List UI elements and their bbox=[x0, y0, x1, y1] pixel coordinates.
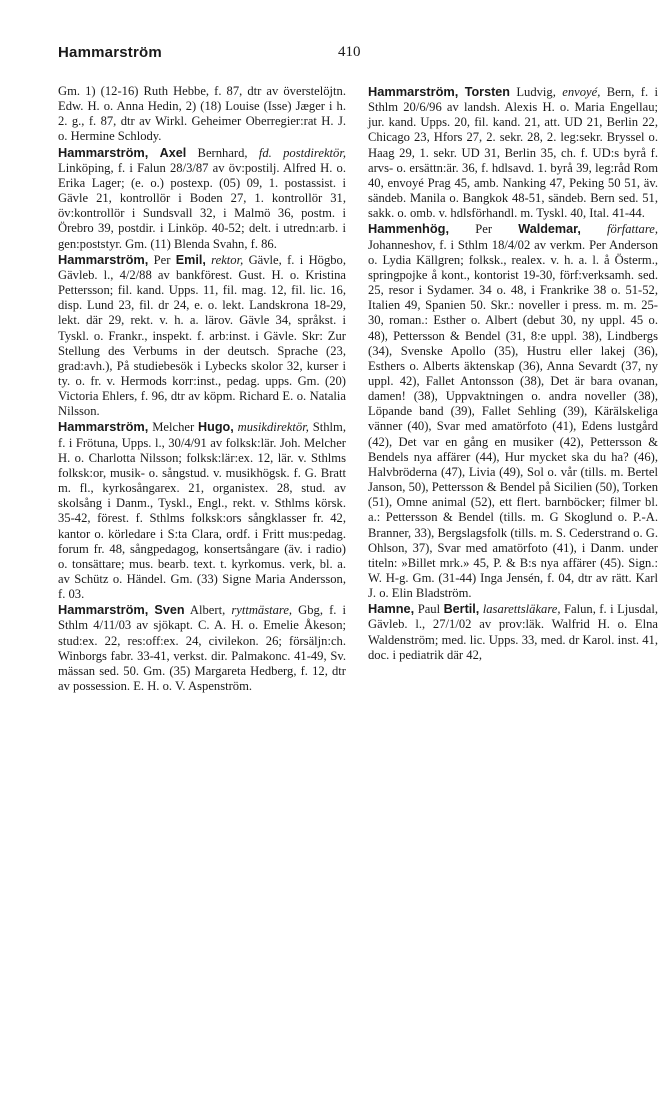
right-column bbox=[368, 84, 658, 663]
entry-given-name: Torsten bbox=[464, 85, 510, 99]
entry-bertil-hamne bbox=[368, 601, 658, 663]
entry-surname: Hammarström, bbox=[58, 602, 149, 618]
entry-given-name: Sven bbox=[154, 603, 185, 618]
entry-given-rest: Ludvig, bbox=[509, 85, 563, 99]
entry-given-name: Axel bbox=[159, 145, 187, 160]
entry-continuation bbox=[58, 84, 346, 145]
entry-waldemar-hammenhog bbox=[368, 221, 658, 601]
entry-body: Gm. 1) (12-16) Ruth Hebbe, f. 87, dtr av överstelöjtn. Edw. H. o. Anna Hedin, 2) (18) Louise (Isse) Jæger i h. 2. g., f. 87, dtr av Wirkl. Geheimer Oberregier:rat H. J. o. Hermine Schlody. bbox=[58, 84, 346, 144]
entry-given-name: Emil, bbox=[175, 252, 206, 267]
entry-occupation: ryttmästare, bbox=[231, 603, 293, 618]
entry-occupation: rektor, bbox=[205, 252, 244, 267]
page-header bbox=[58, 44, 618, 66]
entry-occupation: lasarettsläkare, bbox=[479, 602, 561, 617]
entry-body: Linköping, f. i Falun 28/3/87 av öv:postilj. Alfred H. o. Erika Lager; (e. o.) postexp. (05) 09, 1. postassist. i Gävle 21, kontrollör i Boden 27, 1. kontrollör 31, öv:kontrollör i Sundsvall 32, i Malmö 36, postm. i Örebro 39, postdir. i Linköp. 40-52; delt. i utredn:arb. i gen:poststyr. Gm. (11) Blenda Svahn, f. 86. bbox=[58, 160, 346, 251]
entry-occupation: fd. postdirektör, bbox=[258, 145, 346, 160]
entry-occupation: musikdirektör, bbox=[233, 420, 309, 435]
entry-body: Johanneshov, f. i Sthlm 18/4/02 av verkm. Per Anderson o. Lydia Källgren; folksk., realex. v. h. a. l. å Österm., springpojke å kont., kontorist 19-30, förf:verksamh. sed. 25, resor i Sydamer. 34 o. 48, i Frankrike 38 o. 51-52, Italien 49, Spanien 50. Skr.: noveller i press. m. m. 25-30, roman.: Esther o. Albert (debut 30, ny uppl. 45 o. 48), Pettersson & Bendel (31, 8:e uppl. 38), Lindbergs (34), Svenske Apollo (35), Hustru eller lakej (36), Esthers o. Alberts äktenskap (36), Anna Sevardt (37, ny uppl. 42), Fallet Antonsson (38), Det är bara ovanan, damen! (38), Uppvaktningen o. andra noveller (38), Löpande band (39), Fallet Sehling (39), Kärälskeliga vänner (40), Svar med amatörfoto (41), Edens lustgård (42), Det var en gång en musiker (42), Pettersson & Bendels nya affärer (44), Hur mycket ska du ha? (46), Halvbröderna (47), Livia (49), Sol o. vår (tills. m. Bertel Janson, 50), Pettersson & Bendel på Sicilien (50), Torken (51), Omne animal (52), ett flert. barnböcker; filmer bl. a.: Pettersson & Bendel (tills. m. G Skoglund o. P.-A. Branner, 33), Bergslagsfolk (tills. m. S. Cederstrand o. G. Ohlson, 37), Svar med amatörfoto (41), i Danm. under titeln: »Billet mrk.» 45, P. & B:s nya affärer (45). Sign.: W. H-g. Gm. (31-44) Inga Jensén, f. 04, dtr av rätt. Karl J. o. Elin Bladström. bbox=[368, 237, 658, 601]
entry-surname: Hammarström, bbox=[58, 419, 149, 435]
entry-given-rest: Albert, bbox=[184, 603, 232, 618]
entry-sven-hammarstrom bbox=[58, 602, 346, 694]
entry-given-pre: Per bbox=[449, 222, 519, 237]
page-number: 410 bbox=[338, 44, 361, 60]
entry-surname: Hammarström, bbox=[58, 144, 149, 160]
entry-axel-hammarstrom bbox=[58, 145, 346, 252]
entry-body: Gbg, f. i Sthlm 4/11/03 av sjökapt. C. A. H. o. Emelie Åkeson; stud:ex. 22, res:off:ex. 24, civilekon. 26; försäljn:ch. Winborgs fabr. 33-41, verkst. dir. Palmakonc. 41-49, Sv. mässan sed. 50. Gm. (35) Margareta Hedberg, f. 12, dtr av possession. E. H. o. V. Aspenström. bbox=[58, 603, 346, 694]
entry-surname: Hamne, bbox=[368, 601, 415, 617]
entry-hugo-hammarstrom bbox=[58, 419, 346, 602]
entry-occupation: författare, bbox=[580, 222, 659, 237]
running-head: Hammarström bbox=[58, 44, 162, 61]
entry-emil-hammarstrom bbox=[58, 252, 346, 420]
entry-given-name: Hugo, bbox=[198, 420, 234, 435]
entry-occupation: envoyé, bbox=[562, 85, 601, 99]
entry-body: Sthlm, f. i Frötuna, Upps. l., 30/4/91 av folksk:lär. Joh. Melcher H. o. Charlotta Nilsson; folksk:lär:ex. 12, lär. v. Sthlms folksk:or, musik- o. sångstud. v. musikhögsk. f. G. Bratt m. fl., kyrkosångarex. 21, organistex. 28, stud. av skolsång i Danm., Tyskl., Engl., rekt. v. Sthlms körsk. 35-42, förest. f. Sthlms folksk:ors sångklasser fr. 42, kantor o. körledare i S:ta Clara, ordf. i Fritt mus:pedag. forum fr. 48, sångpedagog, konsertsångare (äv. i radio) o. tonsättare; mus. bearb. text. t. kyrkomus. verk, bl. a. av Schütz o. Händel. Gm. (33) Signe Maria Andersson, f. 03. bbox=[58, 420, 346, 602]
entry-given-name: Waldemar, bbox=[518, 222, 581, 237]
entry-body: Gävle, f. i Högbo, Gävleb. l., 4/2/88 av bankförest. Gust. H. o. Kristina Pettersson; fil. kand. Upps. 11, fil. mag. 12, fil. lic. 16, disp. Lund 23, fil. dr 24, e. o. lekt. Landskrona 18-29, lekt. där 29, rekt. v. h. a. lärov. Gävle 34, språkst. i Tyskl. o. Frankr., inspekt. f. arb:inst. i Gävle. Skr: Zur Stellung des Verbums in der deutsch. Sprache (23, grad:avh.), På studiebesök i Lybecks skolor 32, kurser i ty. o. fr. v. Hermods korr:inst., pedag. upps. Gm. (20) Victoria Ehlers, f. 96, dtr av köpm. Richard E. o. Natalia Nilsson. bbox=[58, 252, 346, 419]
entry-surname: Hammenhög, bbox=[368, 221, 450, 237]
entry-given-pre: Paul bbox=[414, 602, 444, 617]
entry-given-name: Bertil, bbox=[443, 602, 480, 617]
entry-given-pre: Per bbox=[148, 252, 176, 267]
entry-given-rest: Bernhard, bbox=[186, 145, 259, 160]
entry-body: Falun, f. i Ljusdal, Gävleb. l., 27/1/02 av prov:läk. Walfrid H. o. Elna Waldenström; med. lic. Upps. 33, med. dr Karol. inst. 41, doc. i pediatrik där 42, bbox=[368, 602, 659, 662]
left-column bbox=[58, 84, 346, 694]
entry-body: Bern, f. i Sthlm 20/6/96 av landsh. Alexis H. o. Maria Engellau; jur. kand. Upps. 20, fil. kand. 21, att. UD 21, Berlin 22, Chicago 23, Hfors 27, 2. sekr. 28, 2. leg:sekr. Bryssel o. Haag 29, 1. sekr. UD 31, Berlin 35, ch. f. UD:s byrå f. arvs- o. ersättn:är. 36, f. hdlsavd. 1. byrå 39, leg:råd Rom 40, envoyé Prag 45, amb. Nanking 47, Peking 50 51, äv. sändeb. Manila o. Bangkok 48-51, sändeb. Bern sed. 51, sakk. o. omb. v. hdlsförhandl. m. Tyskl. 40, Ital. 41-44. bbox=[368, 85, 658, 221]
entry-surname: Hammarström, bbox=[368, 84, 459, 99]
entry-torsten-hammarstrom bbox=[368, 84, 658, 221]
entry-given-pre: Melcher bbox=[148, 420, 199, 435]
entry-surname: Hammarström, bbox=[58, 251, 149, 267]
